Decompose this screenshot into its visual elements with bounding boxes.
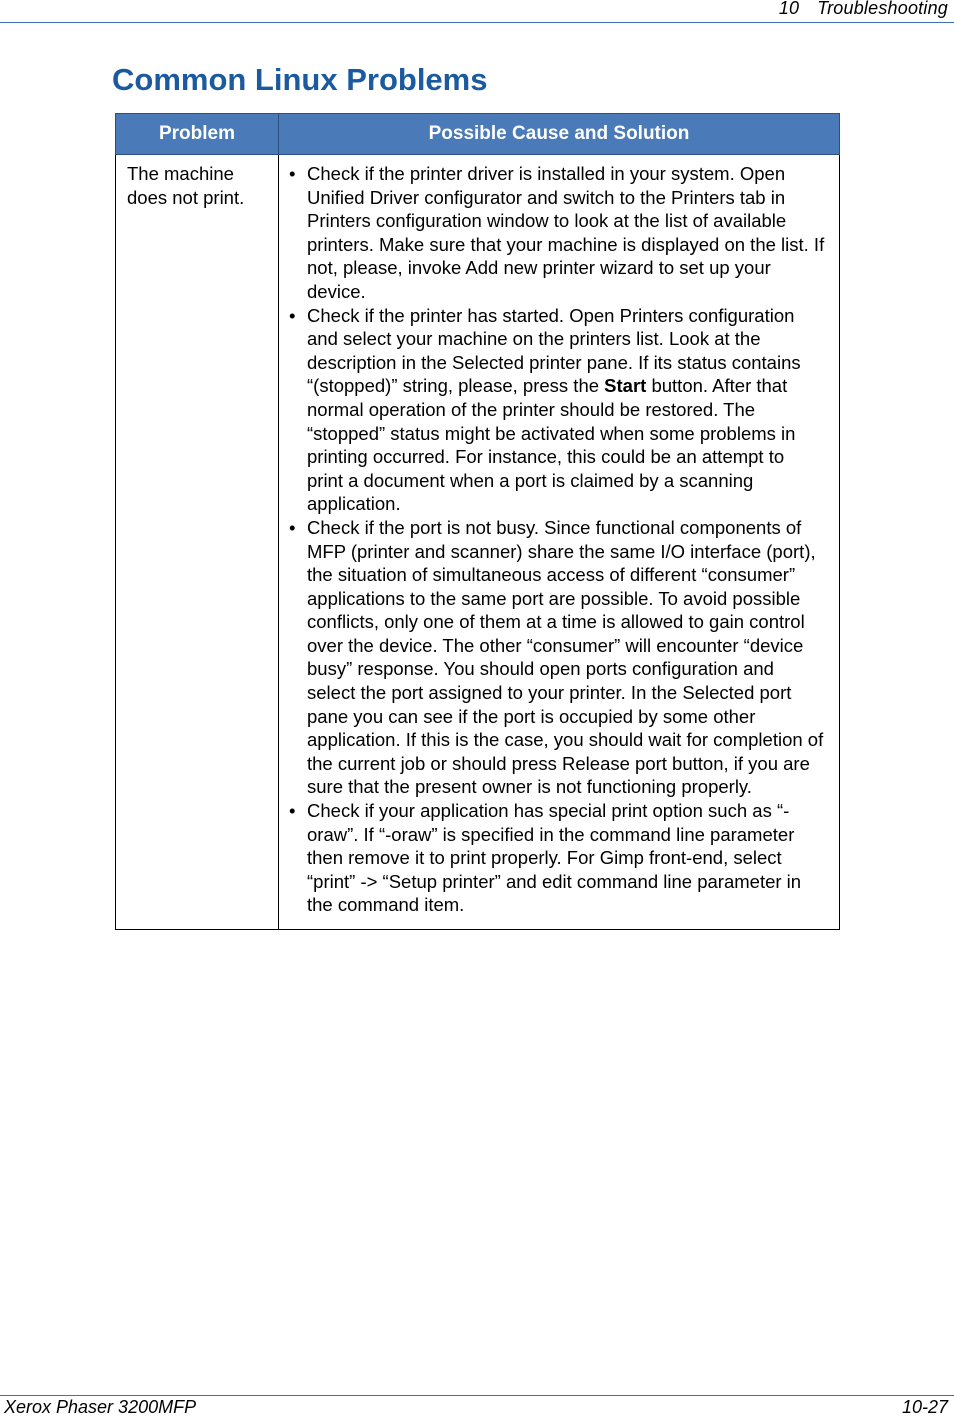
column-header-problem: Problem: [116, 114, 279, 155]
chapter-title: Troubleshooting: [817, 0, 948, 18]
solution-cell: [279, 155, 840, 930]
solution-text: Check if the printer driver is installed in your system. Open Unified Driver configurator and switch to the Printers tab in Printers configuration window to look at the list of available printers. Make sure that your machine is displayed on the list. If not, please, invoke Add new printer wizard to set up your device.: [307, 163, 825, 302]
bullet-icon: •: [289, 304, 296, 326]
chapter-number: 10: [778, 0, 800, 18]
problems-table: [115, 113, 840, 930]
bullet-icon: •: [289, 800, 296, 822]
solution-text-part: Check if the printer has started. Open Printers configuration and select your machine on the printers list. Look at the description in the Selected printer pane. If its status contains “(stopped)” string, please, press the: [307, 304, 801, 397]
bullet-icon: •: [289, 163, 296, 184]
column-header-solution: Possible Cause and Solution: [279, 114, 840, 155]
page-title: Common Linux Problems: [112, 62, 488, 97]
solution-text-part: button. After that normal operation of the printer should be restored. The “stopped” status might be activated when some problems in printing occurred. For instance, this could be an attempt to print a document when a port is claimed by a scanning application.: [307, 375, 796, 515]
table-row: [116, 155, 840, 930]
solution-item: [289, 162, 825, 304]
solution-item: [289, 304, 825, 516]
running-header: [0, 0, 954, 23]
solution-list: [289, 162, 825, 917]
table-header-row: [116, 114, 840, 155]
solution-text: Check if your application has special print option such as “-oraw”. If “-oraw” is specified in the command line parameter then remove it to print properly. For Gimp front-end, select “print” -> “Setup printer” and edit command line parameter in the command item.: [307, 800, 802, 916]
problem-cell: The machine does not print.: [116, 155, 279, 930]
solution-item: [289, 516, 825, 799]
footer-product: Xerox Phaser 3200MFP: [4, 1397, 197, 1417]
footer-page-number: 10-27: [901, 1397, 948, 1417]
start-button-label: Start: [604, 375, 647, 397]
header-text: [779, 0, 948, 19]
bullet-icon: •: [289, 516, 296, 538]
running-footer: [0, 1395, 954, 1417]
solution-item: [289, 799, 825, 917]
solution-text: Check if the port is not busy. Since functional components of MFP (printer and scanner) share the same I/O interface (port), the situation of simultaneous access of different “consumer” applications to the same port are possible. To avoid possible conflicts, only one of them at a time is allowed to gain control over the device. The other “consumer” will encounter “device busy” response. You should open ports configuration and select the port assigned to your printer. In the Selected port pane you can see if the port is occupied by some other application. If this is the case, you should wait for completion of the current job or should press Release port button, if you are sure that the present owner is not functioning properly.: [307, 516, 824, 798]
